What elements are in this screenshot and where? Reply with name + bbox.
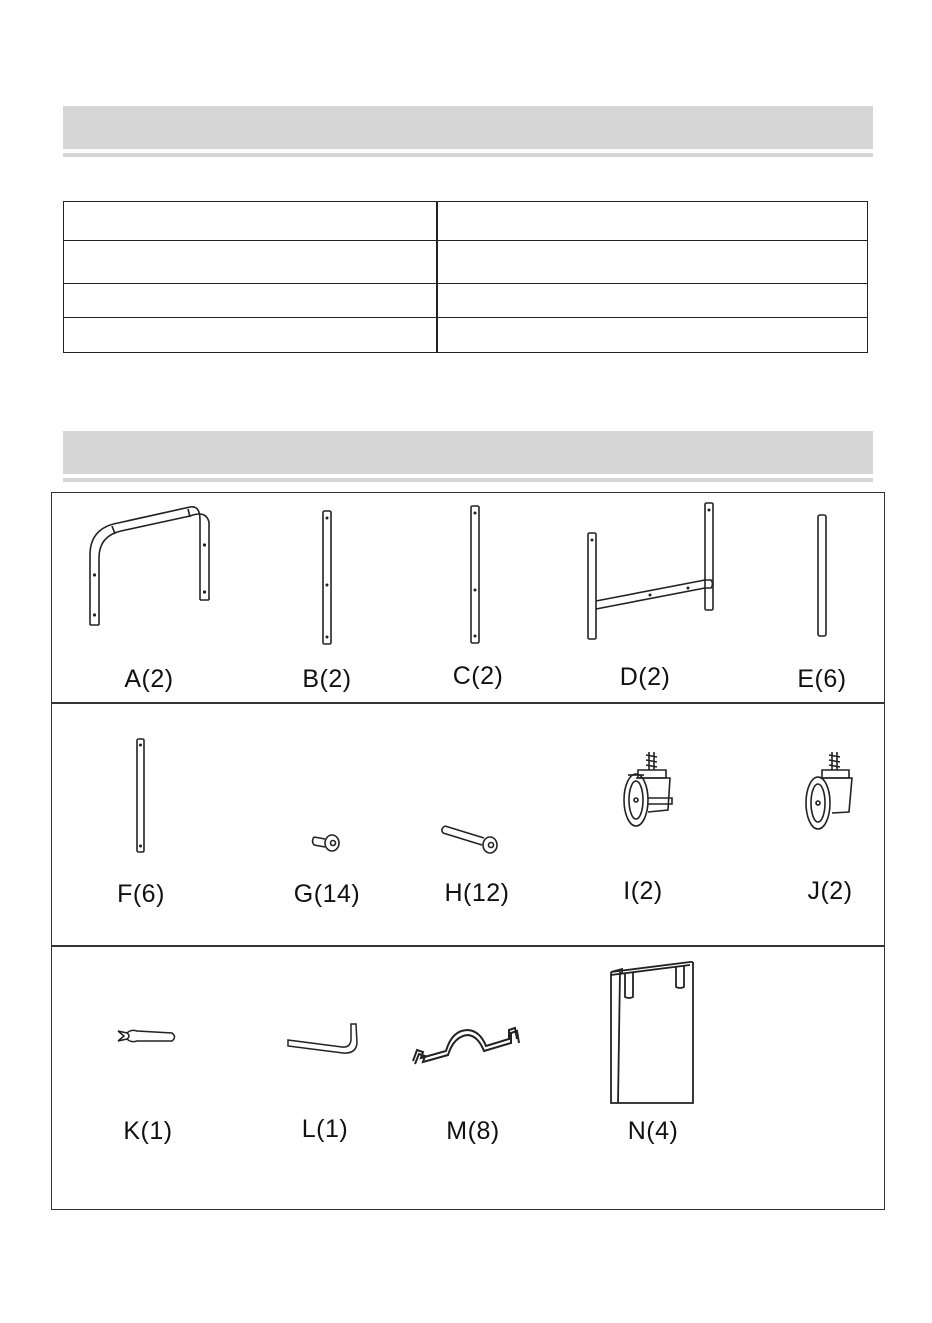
part-label: H(12) [444, 879, 510, 907]
part-label: M(8) [446, 1117, 500, 1145]
part-label: C(2) [452, 662, 504, 690]
part-label: I(2) [623, 877, 663, 905]
part-label: E(6) [797, 665, 847, 693]
part-label: K(1) [123, 1117, 173, 1145]
part-label: L(1) [301, 1115, 349, 1143]
part-label: B(2) [302, 665, 352, 693]
part-label: A(2) [124, 665, 174, 693]
part-label: J(2) [807, 877, 853, 905]
part-label: F(6) [117, 880, 165, 908]
part-label: D(2) [619, 663, 671, 691]
part-label: N(4) [627, 1117, 679, 1145]
part-label: G(14) [293, 880, 361, 908]
